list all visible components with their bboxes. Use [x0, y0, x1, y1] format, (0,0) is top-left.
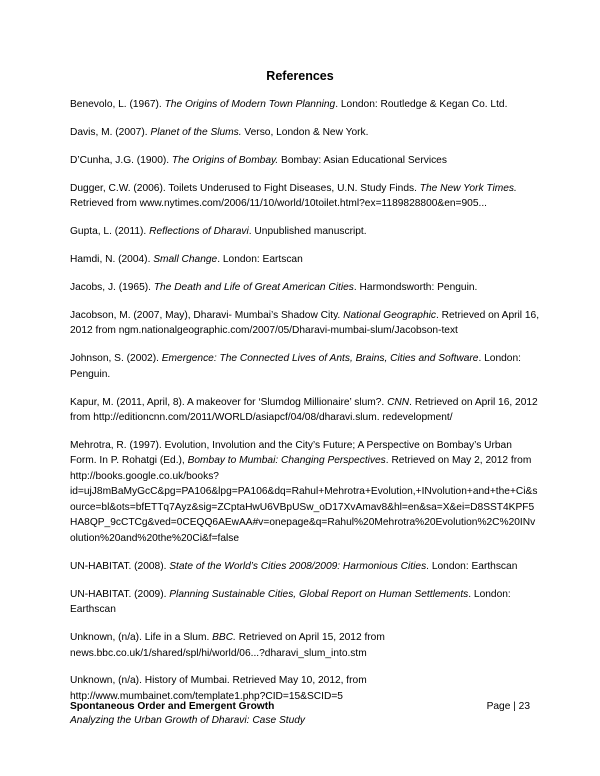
reference-item: [70, 559, 540, 575]
reference-item: [70, 438, 540, 547]
reference-text: D’Cunha, J.G. (1900).: [70, 154, 172, 166]
footer-title: Spontaneous Order and Emergent Growth: [70, 701, 275, 712]
reference-title: Small Change: [153, 253, 218, 265]
reference-item: [70, 351, 540, 382]
reference-title: Planet of the Slums.: [150, 126, 242, 138]
reference-text: Jacobs, J. (1965).: [70, 281, 154, 293]
reference-item: [70, 587, 540, 618]
reference-text: . Retrieved on April 16, 2012 from http://editioncnn.com/2011/WORLD/asiapcf/04/08/dharavi.slum. redevelopment/: [70, 396, 538, 424]
reference-item: [70, 308, 540, 339]
reference-title: The Origins of Modern Town Planning: [164, 99, 336, 110]
page-title: References: [266, 69, 334, 83]
reference-text: Unknown, (n/a). Life in a Slum.: [70, 632, 213, 644]
reference-title: Emergence: The Connected Lives of Ants, Brains, Cities and Software: [161, 353, 479, 365]
reference-text: . Harmondsworth: Penguin.: [353, 281, 478, 293]
reference-text: Mehrotra, R. (1997). Evolution, Involution and the City’s Future; A Perspective on Bombay’s Urban Form. In P. Rohatgi (Ed.),: [70, 439, 512, 467]
reference-list: [70, 97, 540, 717]
reference-text: Dugger, C.W. (2006). Toilets Underused to Fight Diseases, U.N. Study Finds.: [70, 182, 420, 194]
reference-text: Kapur, M. (2011, April, 8). A makeover for ‘Slumdog Millionaire’ slum?.: [70, 396, 388, 408]
reference-text: . Unpublished manuscript.: [248, 226, 367, 238]
reference-item: [70, 395, 540, 426]
reference-text: Johnson, S. (2002).: [70, 353, 162, 365]
reference-text: Davis, M. (2007).: [70, 126, 151, 138]
reference-title: The Death and Life of Great American Cities: [153, 281, 354, 293]
reference-title: The New York Times.: [419, 182, 517, 194]
reference-text: . London: Earthscan: [426, 560, 518, 572]
reference-text: UN-HABITAT. (2008).: [70, 560, 170, 572]
reference-title: Planning Sustainable Cities, Global Report on Human Settlements: [169, 588, 469, 600]
reference-title: Reflections of Dharavi: [149, 226, 249, 238]
reference-title: Bombay to Mumbai: Changing Perspectives: [187, 455, 386, 467]
reference-item: [70, 280, 540, 296]
page-footer: [70, 700, 530, 728]
reference-text: Bombay: Asian Educational Services: [278, 154, 447, 166]
reference-text: Verso, London & New York.: [241, 126, 369, 138]
reference-title: CNN: [387, 396, 410, 408]
reference-text: UN-HABITAT. (2009).: [70, 588, 170, 600]
reference-item: [70, 181, 540, 212]
reference-text: . London: Routledge & Kegan Co. Ltd.: [335, 99, 508, 110]
reference-title: State of the World’s Cities 2008/2009: Harmonious Cities: [169, 560, 427, 572]
reference-title: National Geographic: [343, 309, 436, 321]
footer-subtitle: Analyzing the Urban Growth of Dharavi: Case Study: [70, 715, 305, 726]
reference-text: Retrieved from www.nytimes.com/2006/11/10/world/10toilet.html?ex=1189828800&en=905...: [70, 198, 487, 210]
reference-text: Benevolo, L. (1967).: [70, 99, 165, 110]
reference-text: . London: Eartscan: [217, 253, 303, 265]
reference-text: Jacobson, M. (2007, May), Dharavi- Mumbai’s Shadow City.: [70, 309, 344, 321]
reference-text: Gupta, L. (2011).: [70, 226, 150, 238]
reference-item: [70, 153, 540, 169]
reference-text: . Retrieved on April 16, 2012 from ngm.nationalgeographic.com/2007/05/Dharavi-mumbai-slum/Jacobson-text: [70, 309, 540, 337]
reference-item: [70, 252, 540, 268]
reference-text: Retrieved on April 15, 2012 from news.bbc.co.uk/1/shared/spl/hi/world/06...?dharavi_slum_into.stm: [70, 632, 385, 659]
reference-text: . London: Penguin.: [70, 353, 521, 380]
reference-text: Hamdi, N. (2004).: [70, 253, 154, 265]
reference-item: [70, 125, 540, 141]
reference-text: . Retrieved on May 2, 2012 from http://books.google.co.uk/books?id=ujJ8mBaMyGcC&pg=PA106&lpg=PA106&dq=Rahul+Mehrotra+Evolution,+INvolution+and+the+Ci&source=bl&ots=bfETTq7Ayz&sig=ZCptaHwU6VBpUSw_oD17XvAmav8&hl=en&sa=X&ei=D8SST4KPF5HA8QP_9cCTCg&ved=0CEQQ6AEwAA#v=onepage&q=Rahul%20Mehrotra%20Evolution%2C%20INvolution%20and%20the%20Ci&f=false: [70, 455, 538, 544]
reference-item: [70, 97, 540, 113]
reference-item: [70, 224, 540, 240]
reference-title: BBC.: [212, 632, 236, 644]
page-number: Page | 23: [486, 701, 530, 712]
reference-text: Unknown, (n/a). History of Mumbai. Retrieved May 10, 2012, from http://www.mumbainet.com/template1.php?CID=15&SCID=5: [70, 675, 367, 702]
reference-item: [70, 630, 540, 661]
reference-text: . London: Earthscan: [70, 588, 511, 616]
reference-title: The Origins of Bombay.: [171, 154, 279, 166]
